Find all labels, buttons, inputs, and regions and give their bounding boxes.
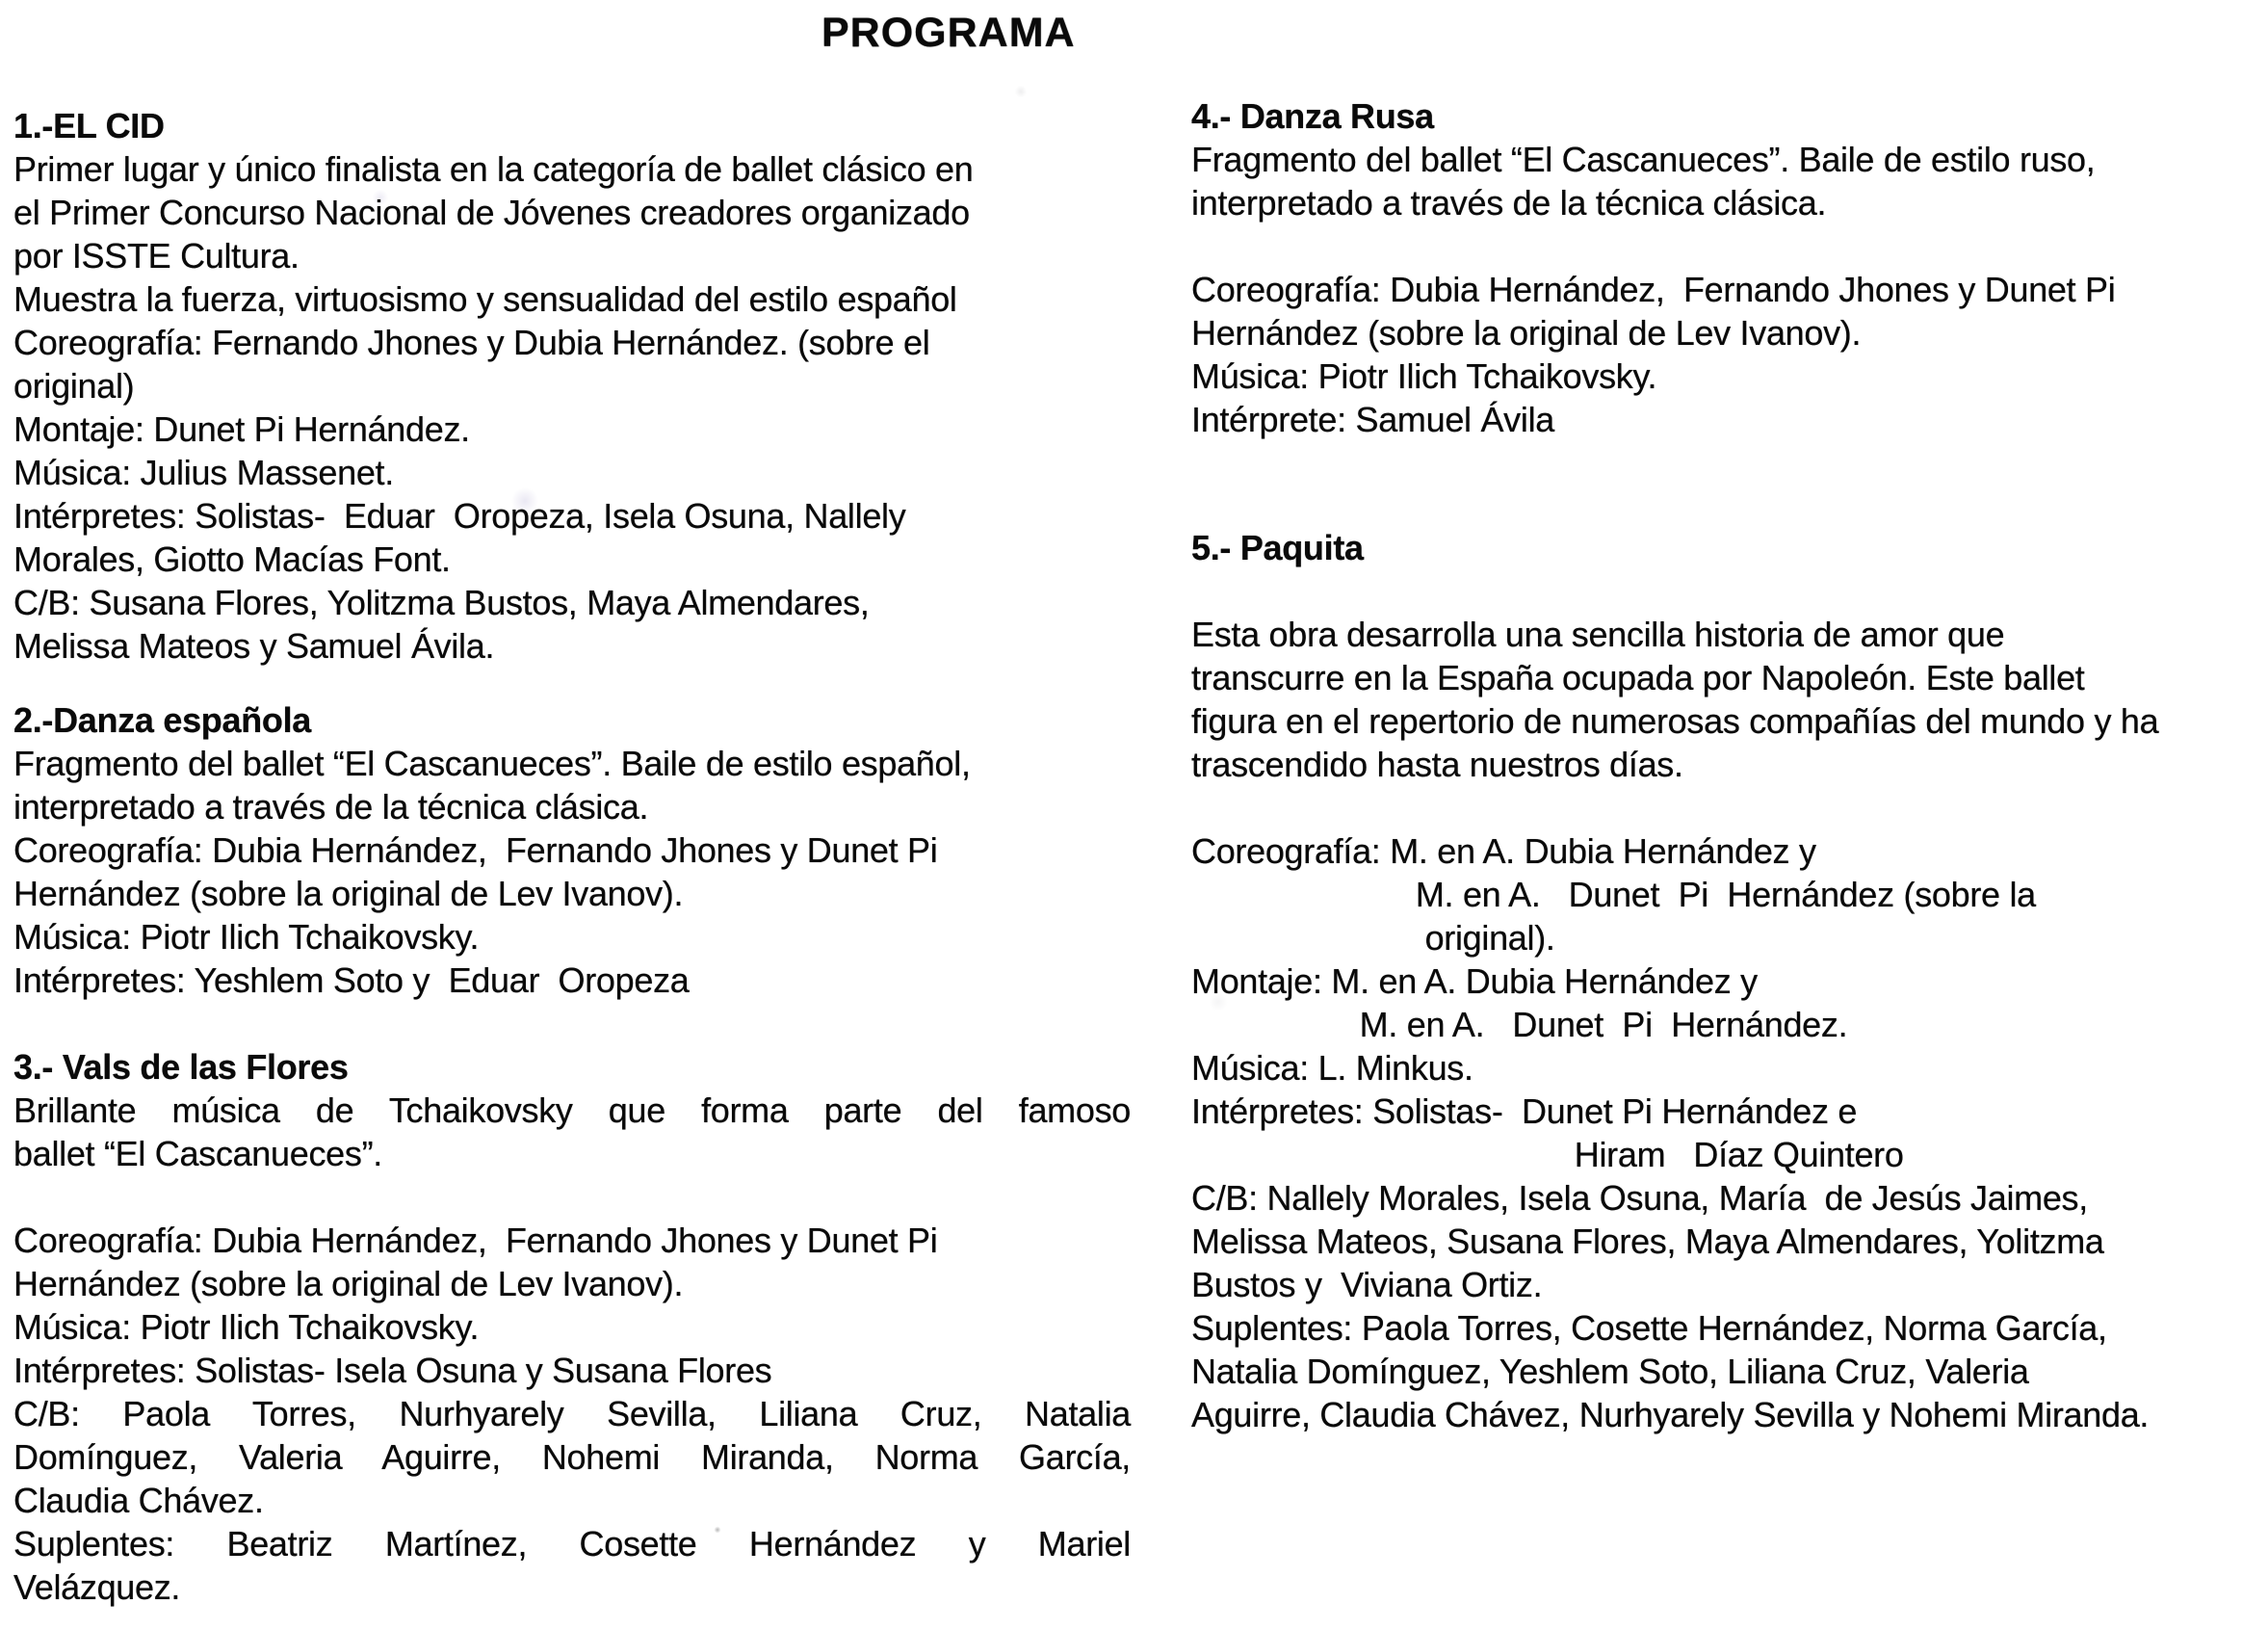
right-column	[1191, 94, 2255, 1436]
text-line: Intérpretes: Yeshlem Soto y Eduar Oropeza	[13, 960, 690, 1000]
text-line: Intérprete: Samuel Ávila	[1191, 400, 1554, 439]
blank-line	[1191, 441, 2255, 526]
text-line: Hiram Díaz Quintero	[1191, 1135, 1904, 1174]
text-line: M. en A. Dunet Pi Hernández (sobre la	[1191, 875, 2036, 914]
left-column	[13, 104, 1131, 1609]
text-line: Melissa Mateos y Samuel Ávila.	[13, 626, 495, 666]
text-line: Montaje: Dunet Pi Hernández.	[13, 409, 470, 449]
blank-line	[1191, 224, 2255, 268]
text-line: ballet “El Cascanueces”.	[13, 1134, 382, 1173]
text-line: Morales, Giotto Macías Font.	[13, 539, 451, 579]
text-line: Fragmento del ballet “El Cascanueces”. Baile de estilo ruso,	[1191, 140, 2096, 179]
text-line: Bustos y Viviana Ortiz.	[1191, 1265, 1543, 1304]
section-heading: 5.- Paquita	[1191, 528, 1364, 567]
text-line: Aguirre, Claudia Chávez, Nurhyarely Sevilla y Nohemi Miranda.	[1191, 1395, 2150, 1434]
text-line: Hernández (sobre la original de Lev Ivanov).	[13, 1264, 684, 1303]
text-line: Suplentes: Beatriz Martínez, Cosette Hernández y Mariel	[13, 1524, 1131, 1563]
text-line: original)	[13, 366, 135, 406]
text-line: Intérpretes: Solistas- Dunet Pi Hernández e	[1191, 1091, 1858, 1131]
section-heading: 1.-EL CID	[13, 106, 165, 145]
text-line: Muestra la fuerza, virtuosismo y sensualidad del estilo español	[13, 279, 957, 319]
text-line: Música: Piotr Ilich Tchaikovsky.	[1191, 356, 1657, 396]
text-line: Hernández (sobre la original de Lev Ivanov).	[1191, 313, 1862, 353]
text-line: Fragmento del ballet “El Cascanueces”. Baile de estilo español,	[13, 744, 971, 783]
text-line: el Primer Concurso Nacional de Jóvenes creadores organizado	[13, 193, 970, 232]
text-line: Esta obra desarrolla una sencilla historia de amor que	[1191, 615, 2005, 654]
text-line: C/B: Nallely Morales, Isela Osuna, María de Jesús Jaimes,	[1191, 1178, 2088, 1218]
text-line: transcurre en la España ocupada por Napoleón. Este ballet	[1191, 658, 2085, 697]
blank-line	[1191, 569, 2255, 613]
blank-line	[1191, 786, 2255, 829]
section-heading: 4.- Danza Rusa	[1191, 96, 1434, 136]
text-line: Suplentes: Paola Torres, Cosette Hernández, Norma García,	[1191, 1308, 2107, 1348]
text-line: C/B: Paola Torres, Nurhyarely Sevilla, Liliana Cruz, Natalia	[13, 1394, 1131, 1433]
text-line: Intérpretes: Solistas- Isela Osuna y Susana Flores	[13, 1351, 772, 1390]
text-line: Intérpretes: Solistas- Eduar Oropeza, Isela Osuna, Nallely	[13, 496, 906, 536]
text-line: M. en A. Dunet Pi Hernández.	[1191, 1005, 1848, 1044]
text-line: interpretado a través de la técnica clásica.	[13, 787, 649, 827]
text-line: Coreografía: Fernando Jhones y Dubia Hernández. (sobre el	[13, 323, 930, 362]
text-line: Coreografía: Dubia Hernández, Fernando Jhones y Dunet Pi	[13, 830, 938, 870]
text-line: C/B: Susana Flores, Yolitzma Bustos, Maya Almendares,	[13, 583, 870, 622]
text-line: por ISSTE Cultura.	[13, 236, 300, 276]
text-line: Primer lugar y único finalista en la categoría de ballet clásico en	[13, 149, 974, 189]
text-line: Melissa Mateos, Susana Flores, Maya Almendares, Yolitzma	[1191, 1222, 2104, 1261]
text-line: original).	[1191, 918, 1555, 958]
text-line: Coreografía: M. en A. Dubia Hernández y	[1191, 831, 1816, 871]
text-line: interpretado a través de la técnica clásica.	[1191, 183, 1827, 223]
document-title: PROGRAMA	[821, 10, 1076, 56]
text-line: Montaje: M. en A. Dubia Hernández y	[1191, 961, 1758, 1001]
text-line: Brillante música de Tchaikovsky que forma parte del famoso	[13, 1090, 1131, 1130]
text-line: Música: Piotr Ilich Tchaikovsky.	[13, 917, 480, 957]
text-line: Música: Piotr Ilich Tchaikovsky.	[13, 1307, 480, 1347]
text-line: Música: Julius Massenet.	[13, 453, 394, 492]
text-line: Claudia Chávez.	[13, 1481, 264, 1520]
text-line: Coreografía: Dubia Hernández, Fernando Jhones y Dunet Pi	[1191, 270, 2116, 309]
text-line: Natalia Domínguez, Yeshlem Soto, Liliana Cruz, Valeria	[1191, 1352, 2029, 1391]
blank-line	[13, 1002, 1131, 1045]
section-heading: 2.-Danza española	[13, 700, 312, 740]
text-line: Música: L. Minkus.	[1191, 1048, 1473, 1088]
blank-line	[13, 1175, 1131, 1219]
text-line: Hernández (sobre la original de Lev Ivanov).	[13, 874, 684, 913]
text-line: Velázquez.	[13, 1567, 181, 1607]
blank-line	[13, 668, 1131, 698]
text-line: Coreografía: Dubia Hernández, Fernando Jhones y Dunet Pi	[13, 1221, 938, 1260]
text-line: Domínguez, Valeria Aguirre, Nohemi Miranda, Norma García,	[13, 1437, 1131, 1477]
section-heading: 3.- Vals de las Flores	[13, 1047, 349, 1087]
text-line: figura en el repertorio de numerosas compañías del mundo y ha	[1191, 701, 2159, 741]
text-line: trascendido hasta nuestros días.	[1191, 745, 1683, 784]
